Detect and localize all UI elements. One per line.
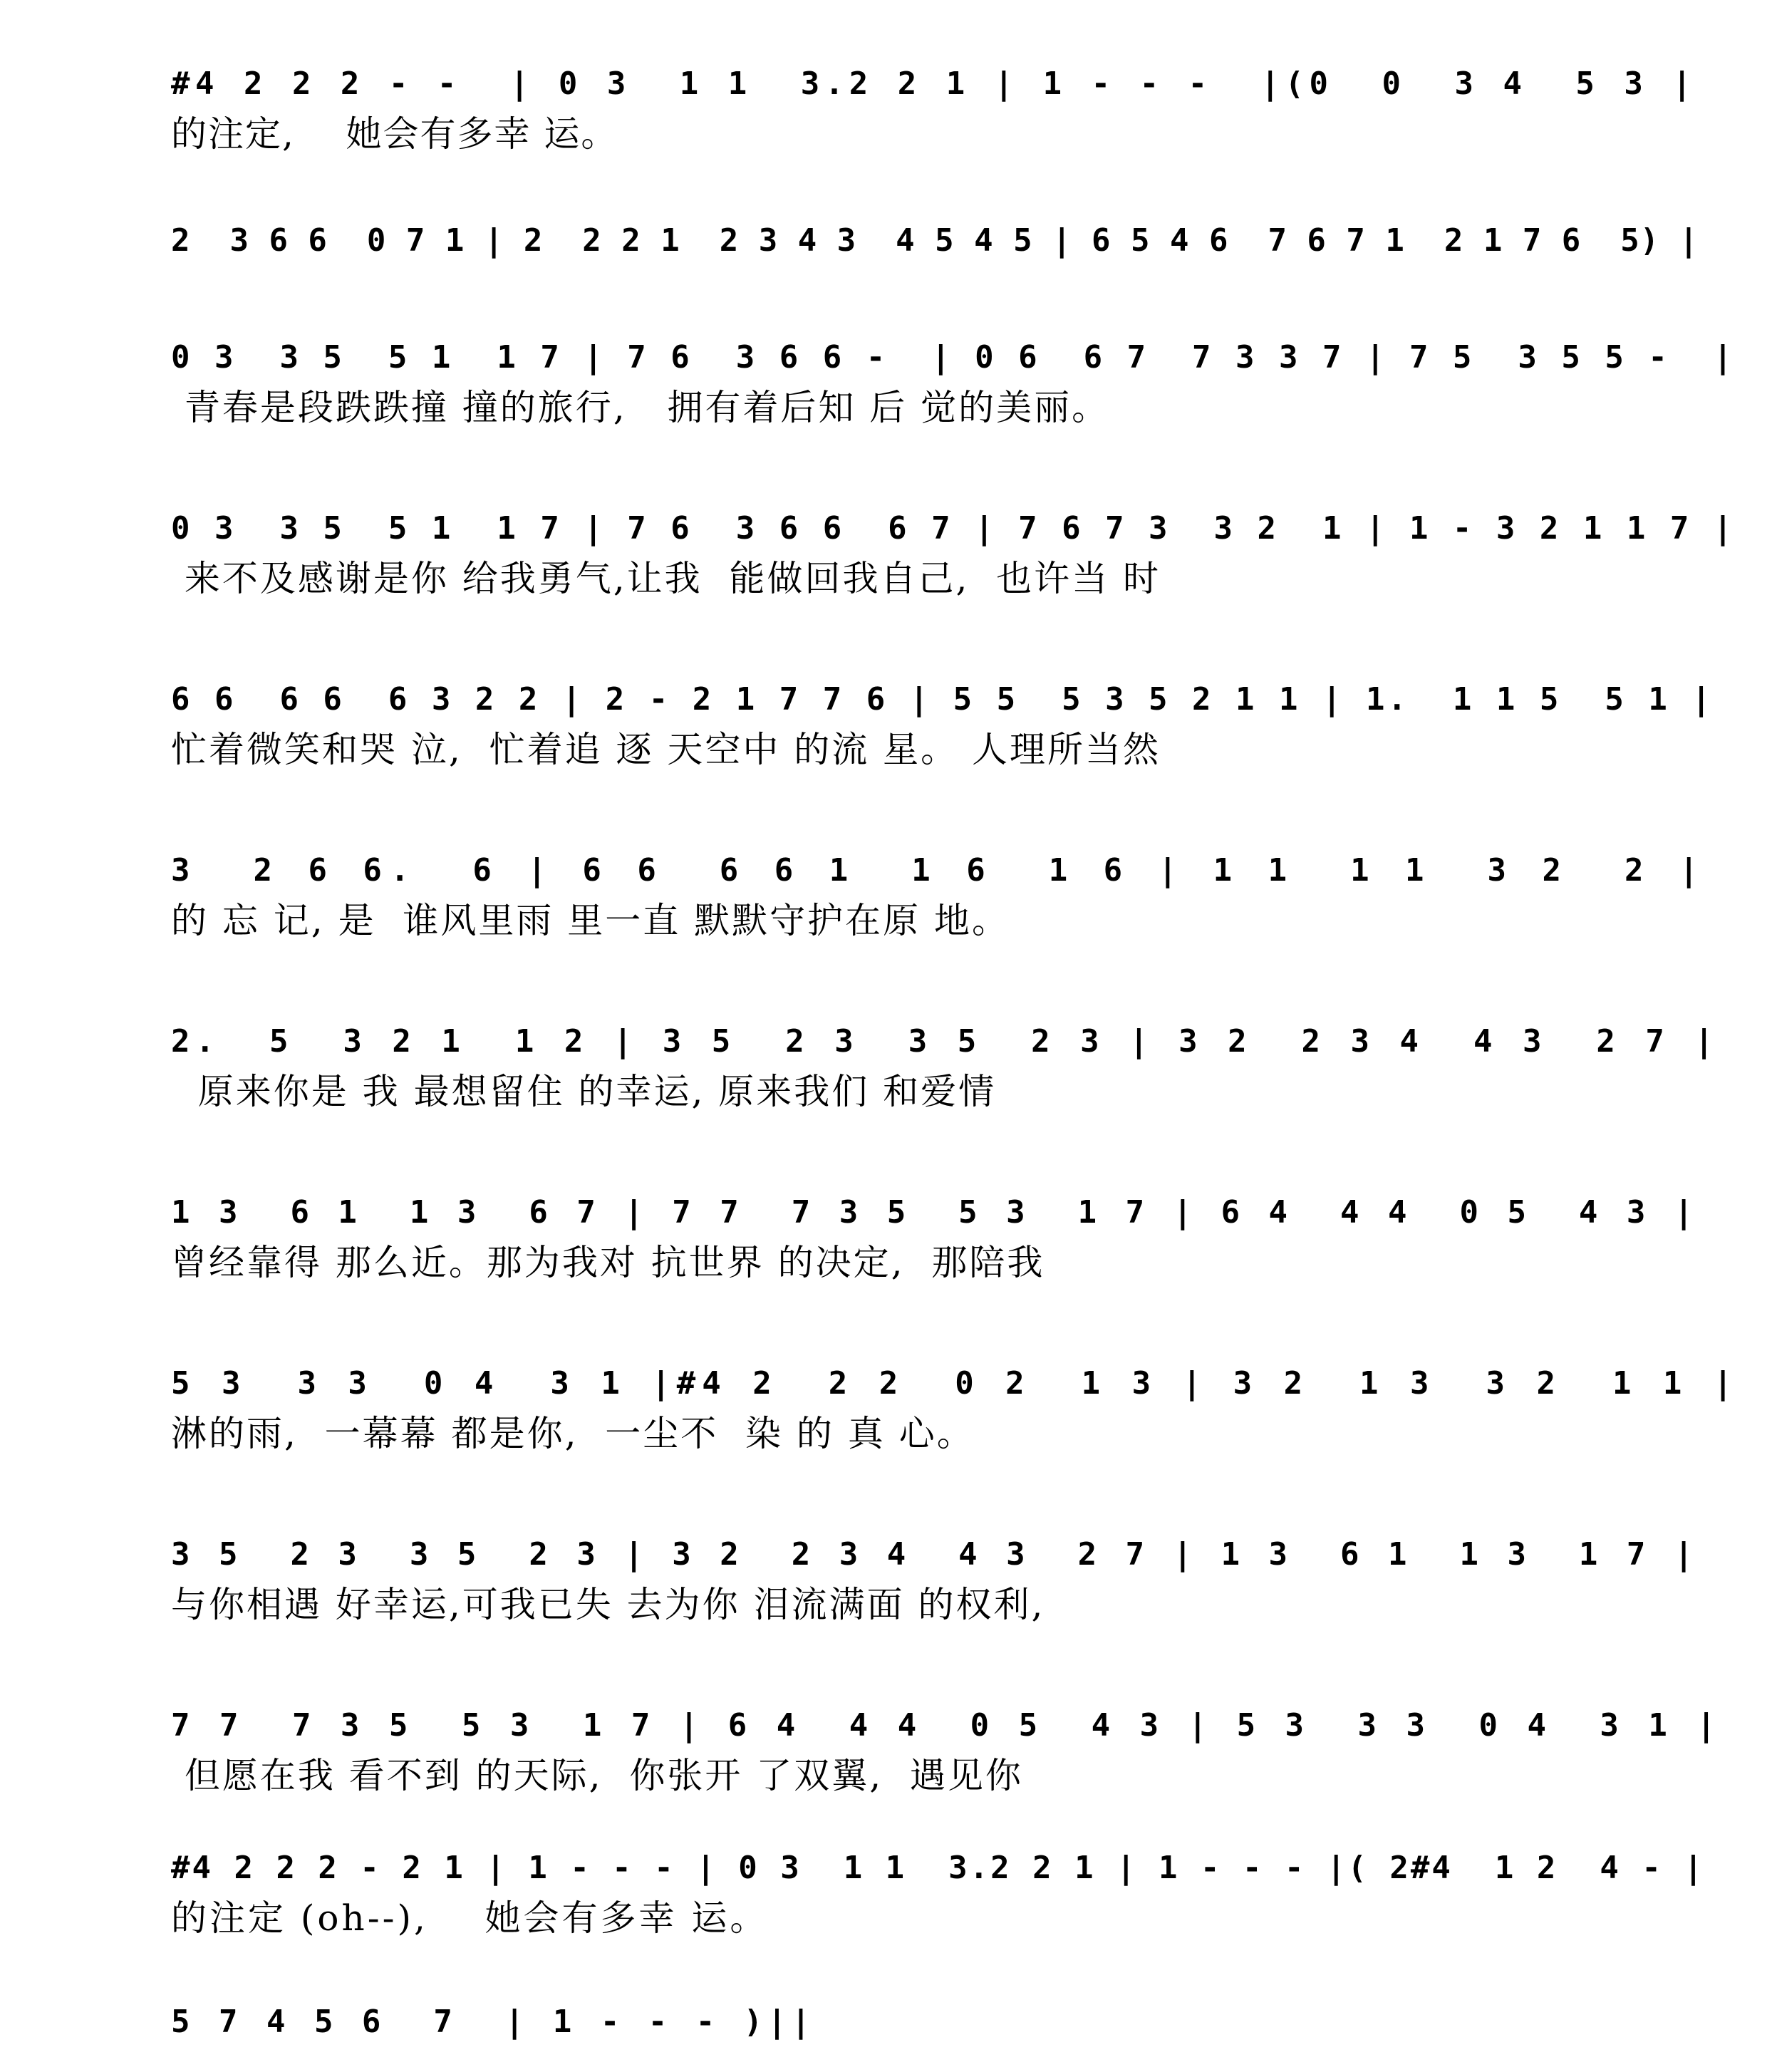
numbered-notation-line: 2 3 6 6 0 7 1 | 2 2 2 1 2 3 4 3 4 5 4 5 | 6 5 4 6 7 6 7 1 2 1 7 6 5) | [171,222,1699,259]
lyrics-line: 的注定 (oh--), 她会有多幸 运。 [171,1897,769,1939]
numbered-notation-line: 0 3 3 5 5 1 1 7 | 7 6 3 6 6 - | 0 6 6 7 7 3 3 7 | 7 5 3 5 5 - | [171,339,1736,375]
lyrics-line: 但愿在我 看不到 的天际, 你张开 了双翼, 遇见你 [171,1755,1023,1796]
numbered-notation-line: 3 2 6 6. 6 | 6 6 6 6 1 1 6 1 6 | 1 1 1 1 3 2 2 | [171,852,1707,889]
numbered-notation-line: #4 2 2 2 - - | 0 3 1 1 3.2 2 1 | 1 - - - |(0 0 3 4 5 3 | [171,66,1697,102]
lyrics-line: 青春是段跌跌撞 撞的旅行, 拥有着后知 后 觉的美丽。 [171,387,1110,428]
numbered-notation-line: 1 3 6 1 1 3 6 7 | 7 7 7 3 5 5 3 1 7 | 6 4 4 4 0 5 4 3 | [171,1194,1699,1231]
numbered-notation-line: 0 3 3 5 5 1 1 7 | 7 6 3 6 6 6 7 | 7 6 7 3 3 2 1 | 1 - 3 2 1 1 7 | [171,510,1736,547]
lyrics-line: 的注定, 她会有多幸 运。 [171,113,618,155]
numbered-notation-line: 6 6 6 6 6 3 2 2 | 2 - 2 1 7 7 6 | 5 5 5 3 5 2 1 1 | 1. 1 1 5 5 1 | [171,681,1714,718]
lyrics-line: 原来你是 我 最想留住 的幸运, 原来我们 和爱情 [171,1071,997,1112]
numbered-notation-line: 2. 5 3 2 1 1 2 | 3 5 2 3 3 5 2 3 | 3 2 2 3 4 4 3 2 7 | [171,1023,1719,1060]
numbered-notation-line: #4 2 2 2 - 2 1 | 1 - - - | 0 3 1 1 3.2 2 1 | 1 - - - |( 2#4 1 2 4 - | [171,1850,1705,1886]
lyrics-line: 曾经靠得 那么近。那为我对 抗世界 的决定, 那陪我 [171,1242,1045,1283]
numbered-notation-line: 7 7 7 3 5 5 3 1 7 | 6 4 4 4 0 5 4 3 | 5 3 3 3 0 4 3 1 | [171,1707,1721,1744]
lyrics-line: 来不及感谢是你 给我勇气,让我 能做回我自己, 也许当 时 [171,558,1161,599]
lyrics-line: 的 忘 记, 是 谁风里雨 里一直 默默守护在原 地。 [171,900,1010,941]
lyrics-line: 与你相遇 好幸运,可我已失 去为你 泪流满面 的权利, [171,1584,1045,1625]
numbered-notation-line: 5 3 3 3 0 4 3 1 |#4 2 2 2 0 2 1 3 | 3 2 1 3 3 2 1 1 | [171,1365,1739,1402]
numbered-notation-line: 5 7 4 5 6 7 | 1 - - - )|| [171,2004,816,2040]
lyrics-line: 淋的雨, 一幕幕 都是你, 一尘不 染 的 真 心。 [171,1413,975,1454]
numbered-notation-line: 3 5 2 3 3 5 2 3 | 3 2 2 3 4 4 3 2 7 | 1 3 6 1 1 3 1 7 | [171,1536,1699,1573]
lyrics-line: 忙着微笑和哭 泣, 忙着追 逐 天空中 的流 星。 人理所当然 [171,729,1161,770]
